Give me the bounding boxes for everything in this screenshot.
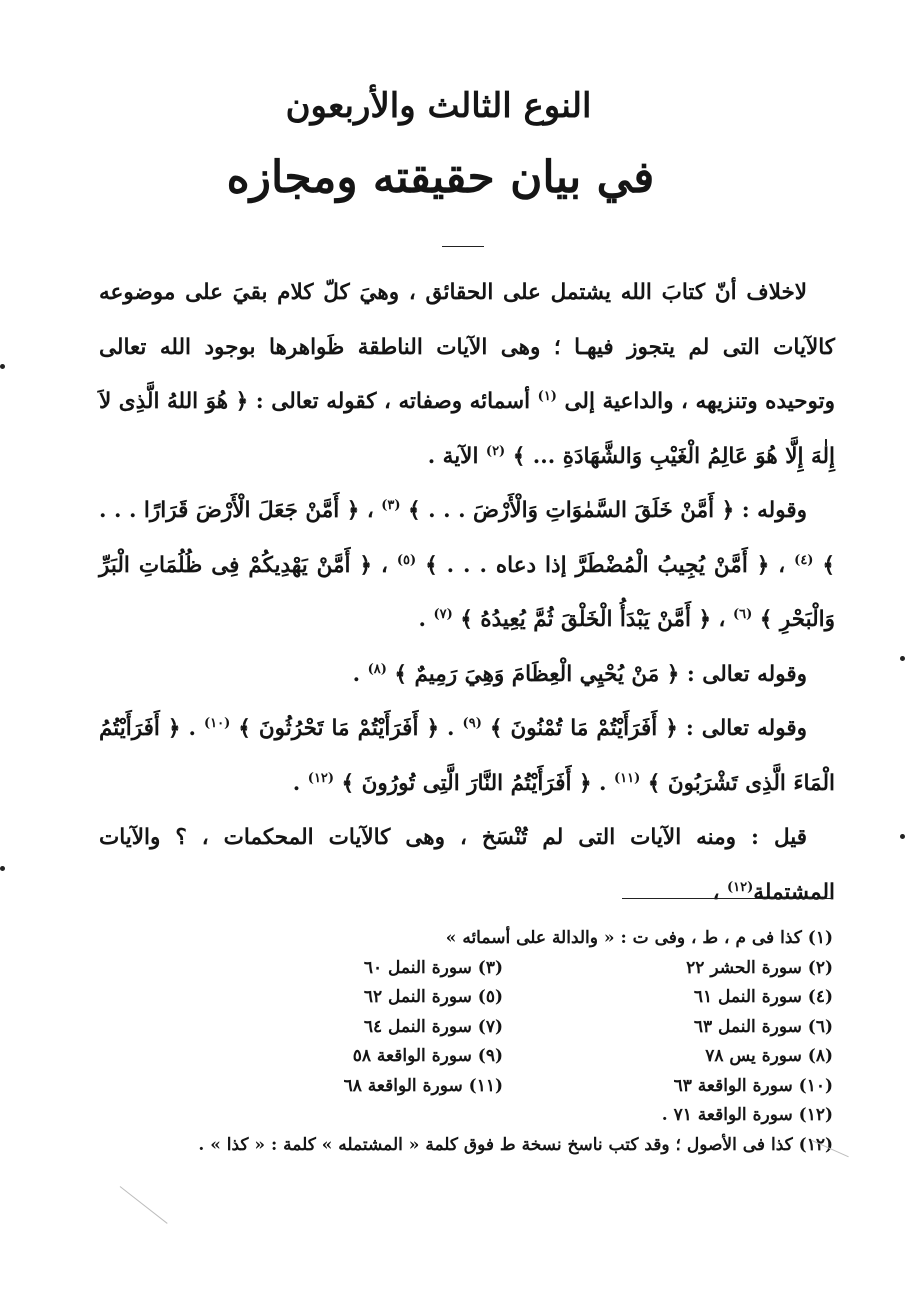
- footnote-12: (١٢) سورة الواقعة ٧١ .: [661, 1105, 833, 1125]
- scan-line: [120, 1186, 168, 1224]
- text-run: أسمائه وصفاته ، كقوله تعالى : ﴿ هُوَ اللهُ الَّذِى لاَ إِلٰهَ إِلَّا هُوَ عَالِمُ الْغَيْبِ وَالشَّهَادَةِ ... ﴾: [99, 389, 835, 469]
- footnote-row: [73, 1131, 833, 1161]
- footnote-reference: (٢): [485, 443, 506, 459]
- text-run: وقوله تعالى : ﴿ أَفَرَأَيْتُمْ مَا تُمْنُونَ ﴾: [481, 716, 807, 741]
- footnote-reference: (٩): [462, 715, 482, 731]
- scan-mark: [900, 834, 905, 839]
- footnote-5: (٥) سورة النمل ٦٢: [363, 987, 503, 1007]
- footnote-reference: (١١): [614, 770, 641, 786]
- footnote-reference: (١٠): [203, 715, 231, 731]
- footnote-7: (٧) سورة النمل ٦٤: [363, 1016, 503, 1037]
- footnote-reference: (٣): [381, 497, 401, 513]
- paragraph: [99, 811, 835, 920]
- scan-mark: [900, 656, 905, 661]
- text-run: . ﴿ أَفَرَأَيْتُمُ الْمَاءَ الَّذِى تَشْرَبُونَ ﴾: [99, 716, 835, 796]
- footnote-row: [73, 954, 833, 984]
- footnote-reference: (٦): [732, 606, 753, 622]
- footnote-reference: (٥): [396, 552, 417, 568]
- text-run: ، ﴿ أَمَّنْ يُجِيبُ الْمُضْطَرَّ إذا دعاه . . . ﴾: [416, 552, 795, 578]
- text-run: .: [292, 770, 308, 796]
- footnote-row: [73, 924, 833, 954]
- chapter-title-line-1: النوع الثالث والأربعون: [285, 86, 592, 126]
- text-run: .: [418, 607, 434, 632]
- footnote-reference: (١): [537, 388, 557, 404]
- text-run: . ﴿ أَفَرَأَيْتُمْ مَا تَحْرُثُونَ ﴾: [230, 716, 463, 741]
- text-run: وقوله : ﴿ أَمَّنْ خَلَقَ السَّمٰوَاتِ وَالْأَرْضَ . . . ﴾: [400, 498, 807, 523]
- footnote-reference: (٤): [794, 552, 814, 568]
- footnote-reference: (٧): [433, 606, 453, 622]
- footnote-reference: (١٢): [727, 879, 754, 895]
- footnote-6: (٦) سورة النمل ٦٣: [693, 1016, 833, 1037]
- footnote-reference: (١٢): [307, 770, 335, 786]
- text-run: ، ﴿ أَمَّنْ يَهْدِيكُمْ فِى ظُلُمَاتِ الْبَرِّ وَالْبَحْرِ ﴾: [99, 552, 835, 632]
- text-run: قيل : ومنه الآيات التى لم تُنْسَخ ، وهى كالآيات المحكمات ، ؟ والآيات المشتملة: [99, 825, 835, 905]
- footnote-11: (١١) سورة الواقعة ٦٨: [343, 1075, 503, 1096]
- text-run: وقوله تعالى : ﴿ مَنْ يُحْيِي الْعِظَامَ وَهِيَ رَمِيمٌ ﴾: [386, 661, 807, 687]
- text-run: .: [352, 661, 368, 687]
- footnote-2: (٢) سورة الحشر ٢٢: [686, 957, 833, 978]
- footnotes: [73, 924, 833, 1160]
- scan-mark: [0, 364, 5, 369]
- text-run: ، ﴿ أَمَّنْ يَبْدَأُ الْخَلْقَ ثُمَّ يُعِيدُهُ ﴾: [452, 607, 733, 632]
- footnote-4: (٤) سورة النمل ٦١: [693, 987, 833, 1007]
- title-divider: [442, 246, 484, 247]
- footnote-3: (٣) سورة النمل ٦٠: [363, 957, 503, 978]
- text-run: . ﴿ أَفَرَأَيْتُمُ النَّارَ الَّتِى تُورُونَ ﴾: [334, 770, 615, 796]
- footnote-10: (١٠) سورة الواقعة ٦٣: [673, 1075, 833, 1096]
- footnote-row: [73, 1042, 833, 1072]
- paragraph: [99, 484, 835, 648]
- scan-mark: [0, 866, 5, 871]
- footnote-9: (٩) سورة الواقعة ٥٨: [352, 1046, 503, 1066]
- main-text: [99, 266, 835, 920]
- footnote-divider: [622, 898, 832, 899]
- footnote-1: (١) كذا فى م ، ط ، وفى ت : « والدالة على أسمائه »: [445, 928, 833, 948]
- paragraph: [99, 648, 835, 703]
- paragraph: [99, 266, 835, 484]
- text-run: لاخلاف أنّ كتابَ الله يشتمل على الحقائق ، وهيَ كلّ كلام بقيَ على موضوعه كالآيات التى لم يتجوز فيهـا ؛ وهى الآيات الناطقة ظَواهرها بوجود الله تعالى وتوحيده وتنزيهه ، والداعية إلى: [99, 280, 835, 414]
- text-run: ، ﴿ أَمَّنْ جَعَلَ الْأَرْضَ قَرَارًا . . . ﴾: [99, 498, 835, 578]
- footnote-8: (٨) سورة يس ٧٨: [705, 1046, 833, 1066]
- text-run: ،: [712, 879, 728, 905]
- footnote-row: [73, 1013, 833, 1043]
- chapter-title-line-2: في بيان حقيقته ومجازه: [226, 152, 655, 203]
- footnote-13: (١٢) كذا فى الأصول ؛ وقد كتب ناسخ نسخة ط فوق كلمة « المشتمله » كلمة : « كذا » .: [198, 1134, 833, 1155]
- footnote-row: [73, 983, 833, 1013]
- footnote-row: [73, 1101, 833, 1131]
- footnote-reference: (٨): [367, 661, 387, 677]
- text-run: الآية .: [427, 443, 486, 469]
- paragraph: [99, 702, 835, 811]
- footnote-row: [73, 1072, 833, 1102]
